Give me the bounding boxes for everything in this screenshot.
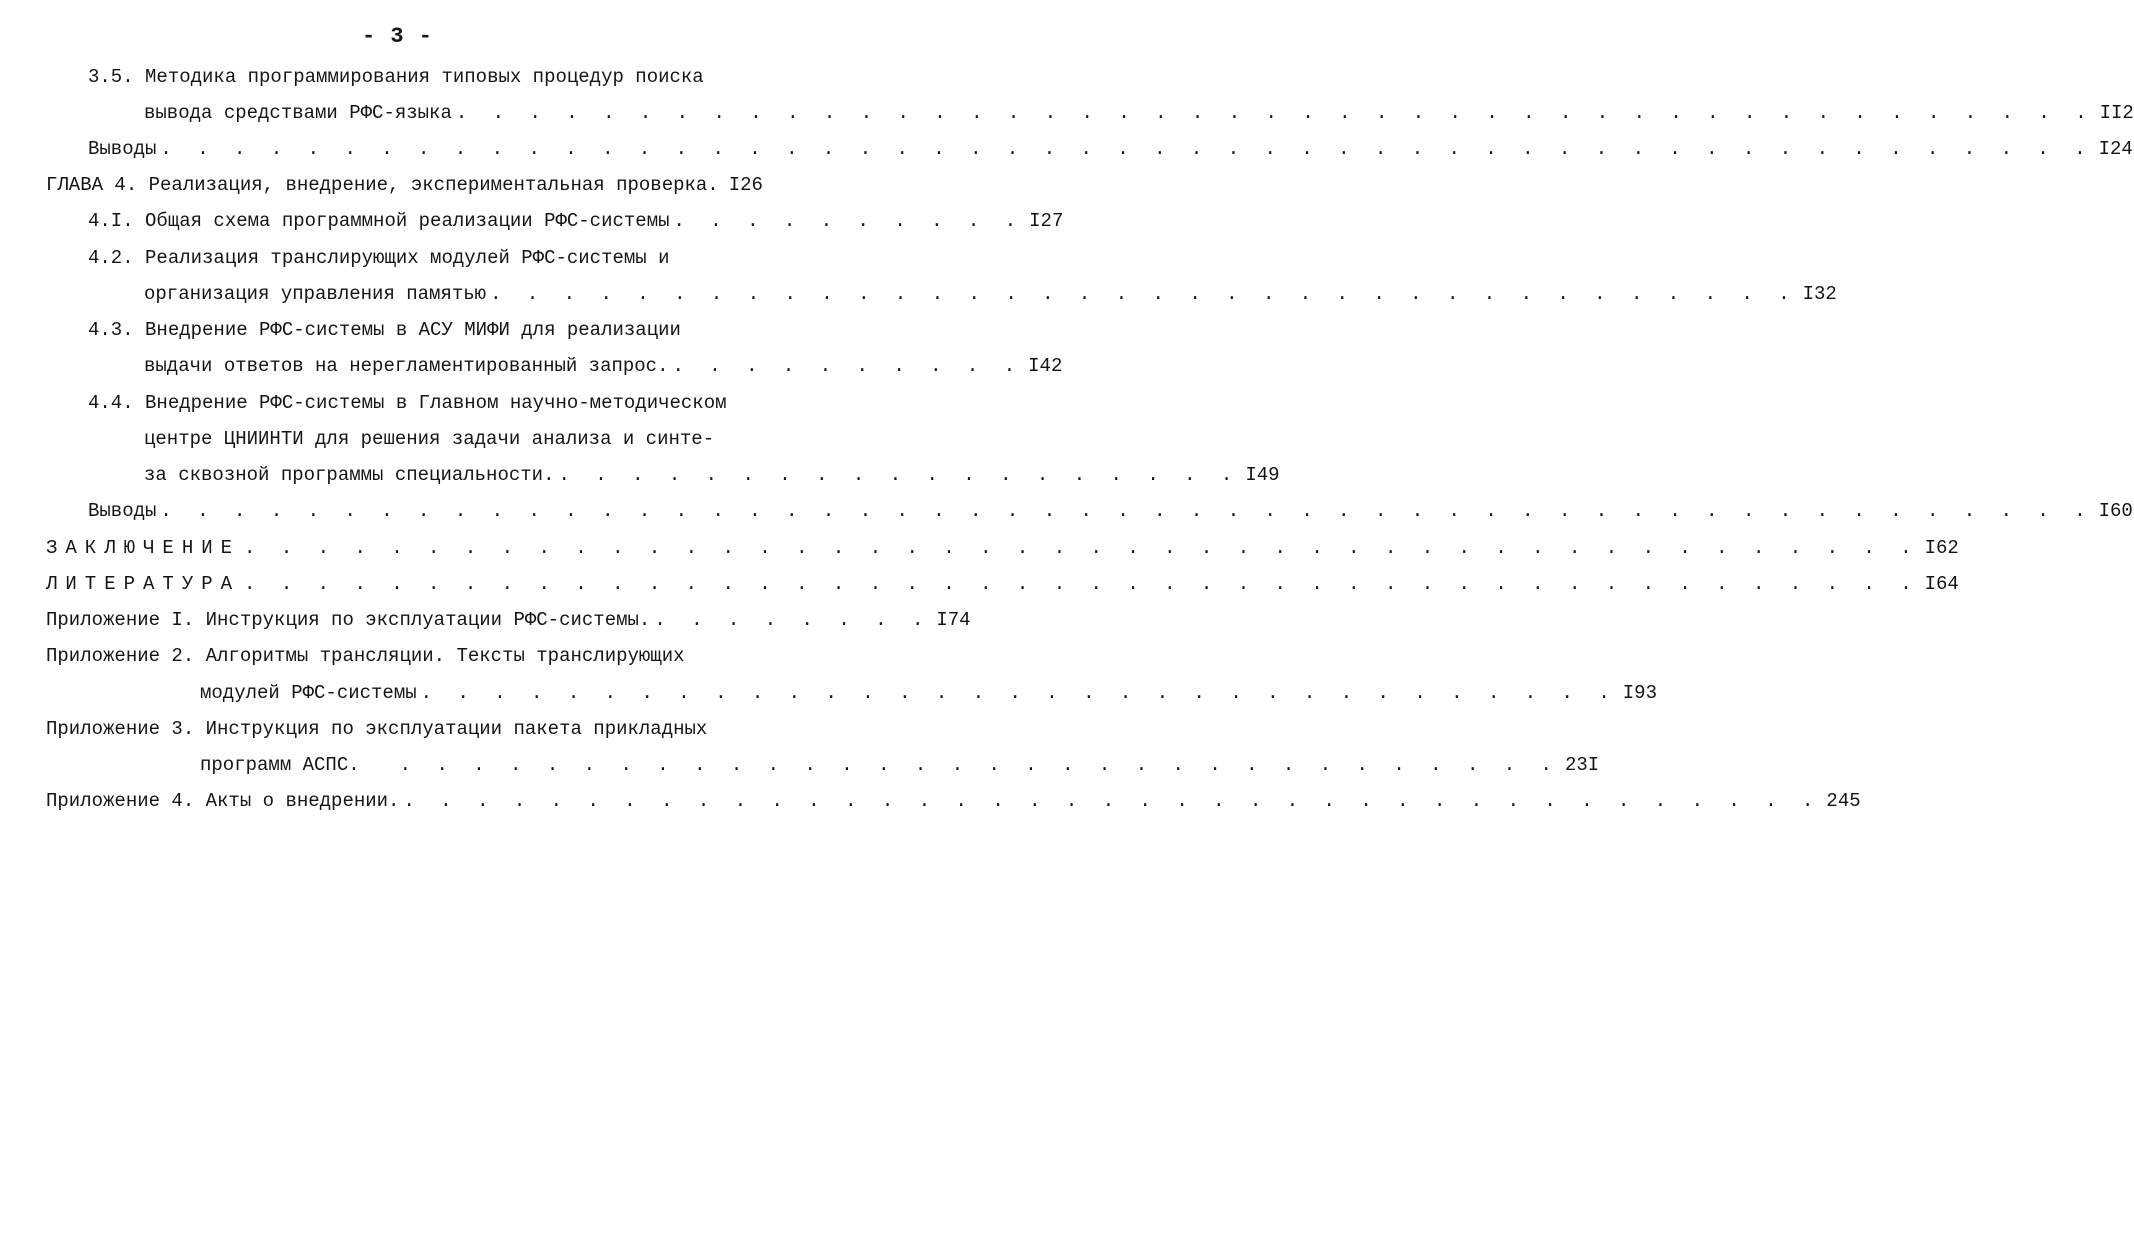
toc-entry-title: Приложение 4. Акты о внедрении.: [46, 790, 400, 812]
toc-entry-title: Выводы: [88, 500, 157, 522]
toc-entry-title: 4.4. Внедрение РФС-системы в Главном научно-методическом: [88, 392, 727, 414]
toc-entry-title: 4.I. Общая схема программной реализации РФС-системы: [88, 210, 670, 232]
toc-page-number: I27: [1029, 210, 1064, 232]
toc-entry-conclusions-ch4: [88, 495, 2133, 527]
page-number: - 3 -: [361, 24, 433, 49]
toc-page-number: I74: [936, 609, 971, 631]
toc-page-number: I93: [1622, 682, 1657, 704]
toc-page-number: I64: [1924, 573, 1959, 595]
toc-entry-3-5-cont: [144, 97, 2134, 129]
leader-dots: . . . . . . . . . . . . . . . . . . . . . . . . . . . . . . . . .: [420, 682, 1617, 704]
toc-entry-3-5: [88, 61, 704, 93]
leader-dots: . . . . . . . . . . . . . . . . . . . . . . . . . . . . . . . . . . . . . . . . . . . . . .: [244, 573, 1919, 595]
toc-entry-4-2: [88, 242, 670, 274]
toc-entry-title: ЛИТЕРАТУРА: [46, 573, 241, 595]
toc-page-number: I42: [1028, 355, 1063, 377]
leader-dots: . . . . . . . . . . . . . . . . . . . . . . . . . . . . . . . . . . . . . . .: [403, 790, 1821, 812]
toc-entry-title: за сквозной программы специальности.: [144, 464, 555, 486]
toc-entry-appendix-4: [46, 785, 1861, 817]
leader-dots: . . . . . . . . . . . . . . . . . . .: [558, 464, 1240, 486]
toc-entry-4-3-cont: [144, 350, 1063, 382]
toc-entry-appendix-1: [46, 604, 971, 636]
toc-page-number: I62: [1924, 537, 1959, 559]
toc-entry-title: организация управления памятью: [144, 283, 487, 305]
toc-entry-4-2-cont: [144, 278, 1837, 310]
toc-entry-conclusions-ch3: [88, 133, 2133, 165]
toc-entry-appendix-3: [46, 713, 707, 745]
toc-entry-4-4: [88, 387, 727, 419]
leader-dots: . . . . . . . . . . . . . . . . . . . . . . . . . . . . . . . . . . . . . . . . . . . . . . . . . . . . .: [160, 500, 2093, 522]
toc-entry-chapter-4: [46, 169, 763, 201]
toc-entry-appendix-2-cont: [200, 677, 1657, 709]
toc-page-number: 245: [1826, 790, 1861, 812]
toc-entry-literature: [46, 568, 1959, 600]
leader-dots: . . . . . . . . . . . . . . . . . . . . . . . . . . . . . . . .: [399, 754, 1559, 776]
leader-dots: . . . . . . . .: [654, 609, 931, 631]
toc-entry-4-1: [88, 205, 1064, 237]
toc-page-number: I26: [728, 174, 763, 196]
toc-entry-title: Приложение 3. Инструкция по эксплуатации пакета прикладных: [46, 718, 708, 740]
leader-dots: . . . . . . . . . . . . . . . . . . . . . . . . . . . . . . . . . . . . . . . . . . . . .: [455, 102, 2094, 124]
leader-dots: . . . . . . . . . .: [672, 355, 1023, 377]
toc-entry-title: выдачи ответов на нерегламентированный запрос.: [144, 355, 669, 377]
leader-dots: . . . . . . . . . . . . . . . . . . . . . . . . . . . . . . . . . . . . . . . . . . . . . . . . . . . . .: [160, 138, 2093, 160]
toc-page-number: I49: [1245, 464, 1280, 486]
toc-entry-title: программ АСПС.: [200, 754, 360, 776]
leader-dots: . . . . . . . . . . . . . . . . . . . . . . . . . . . . . . . . . . . .: [490, 283, 1797, 305]
toc-entry-title: вывода средствами РФС-языка: [144, 102, 452, 124]
toc-page-number: I60: [2098, 500, 2133, 522]
toc-entry-title: Приложение 2. Алгоритмы трансляции. Тексты транслирующих: [46, 645, 685, 667]
toc-page-number: I32: [1802, 283, 1837, 305]
toc-entry-title: модулей РФС-системы: [200, 682, 417, 704]
toc-entry-title: Выводы: [88, 138, 157, 160]
toc-entry-4-4-cont: [144, 423, 714, 455]
toc-entry-4-3: [88, 314, 681, 346]
toc-entry-title: ЗАКЛЮЧЕНИЕ: [46, 537, 241, 559]
toc-entry-title: 3.5. Методика программирования типовых процедур поиска: [88, 66, 704, 88]
toc-page-number: 23I: [1564, 754, 1600, 776]
toc-entry-conclusion: [46, 532, 1959, 564]
toc-entry-title: 4.2. Реализация транслирующих модулей РФС-системы и: [88, 247, 670, 269]
leader-dots: . . . . . . . . . .: [673, 210, 1024, 232]
toc-page-number: II2: [2099, 102, 2134, 124]
toc-entry-title: ГЛАВА 4. Реализация, внедрение, экспериментальная проверка.: [46, 174, 719, 196]
toc-page-number: I24: [2098, 138, 2133, 160]
toc-entry-appendix-3-cont: [200, 749, 1600, 781]
toc-entry-appendix-2: [46, 640, 685, 672]
leader-dots: . . . . . . . . . . . . . . . . . . . . . . . . . . . . . . . . . . . . . . . . . . . . . .: [244, 537, 1919, 559]
toc-entry-4-4-cont2: [144, 459, 1280, 491]
toc-entry-title: Приложение I. Инструкция по эксплуатации РФС-системы.: [46, 609, 651, 631]
toc-entry-title: центре ЦНИИНТИ для решения задачи анализа и синте-: [144, 428, 715, 450]
toc-entry-title: 4.3. Внедрение РФС-системы в АСУ МИФИ для реализации: [88, 319, 681, 341]
